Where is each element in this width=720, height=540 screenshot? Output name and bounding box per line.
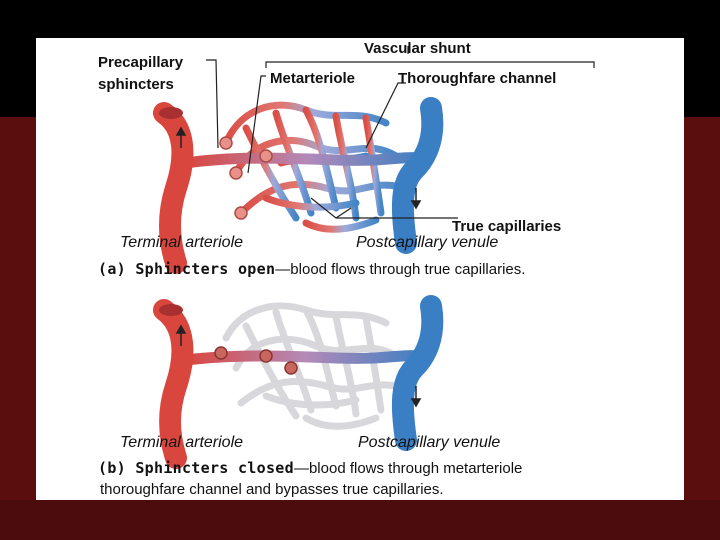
label-metarteriole: Metarteriole <box>270 70 356 87</box>
caption-b-text: —blood flows through metarteriole <box>293 460 523 477</box>
bottom-strip <box>0 500 720 540</box>
label-postcapillary-venule-a: Postcapillary venule <box>356 234 499 251</box>
caption-a <box>98 260 525 279</box>
right-rail <box>684 117 720 540</box>
postcapillary-venule-a <box>403 108 432 243</box>
label-postcapillary-venule-b: Postcapillary venule <box>358 434 501 451</box>
arteriole-opening-a <box>159 107 183 119</box>
true-capillaries-b <box>226 306 406 426</box>
arteriole-opening-b <box>159 304 183 316</box>
label-thoroughfare-channel: Thoroughfare channel <box>398 70 557 87</box>
caption-b <box>98 459 522 478</box>
caption-b-tag: (b) Sphincters closed <box>98 459 294 477</box>
true-capillaries-a <box>226 105 406 229</box>
caption-b-line2: thoroughfare channel and bypasses true capillaries. <box>100 481 444 498</box>
diagram-panel <box>36 38 684 500</box>
label-true-capillaries: True capillaries <box>452 218 562 235</box>
label-terminal-arteriole-b: Terminal arteriole <box>120 434 244 451</box>
caption-a-tag: (a) Sphincters open <box>98 260 276 278</box>
caption-a-text: —blood flows through true capillaries. <box>275 261 526 278</box>
label-terminal-arteriole-a: Terminal arteriole <box>120 234 244 251</box>
left-rail <box>0 117 36 540</box>
postcapillary-venule-b <box>403 306 432 440</box>
label-vascular-shunt: Vascular shunt <box>364 40 471 57</box>
metarteriole-a <box>186 158 426 163</box>
label-precapillary-line2: sphincters <box>98 76 174 93</box>
label-precapillary-line1: Precapillary <box>98 54 184 71</box>
